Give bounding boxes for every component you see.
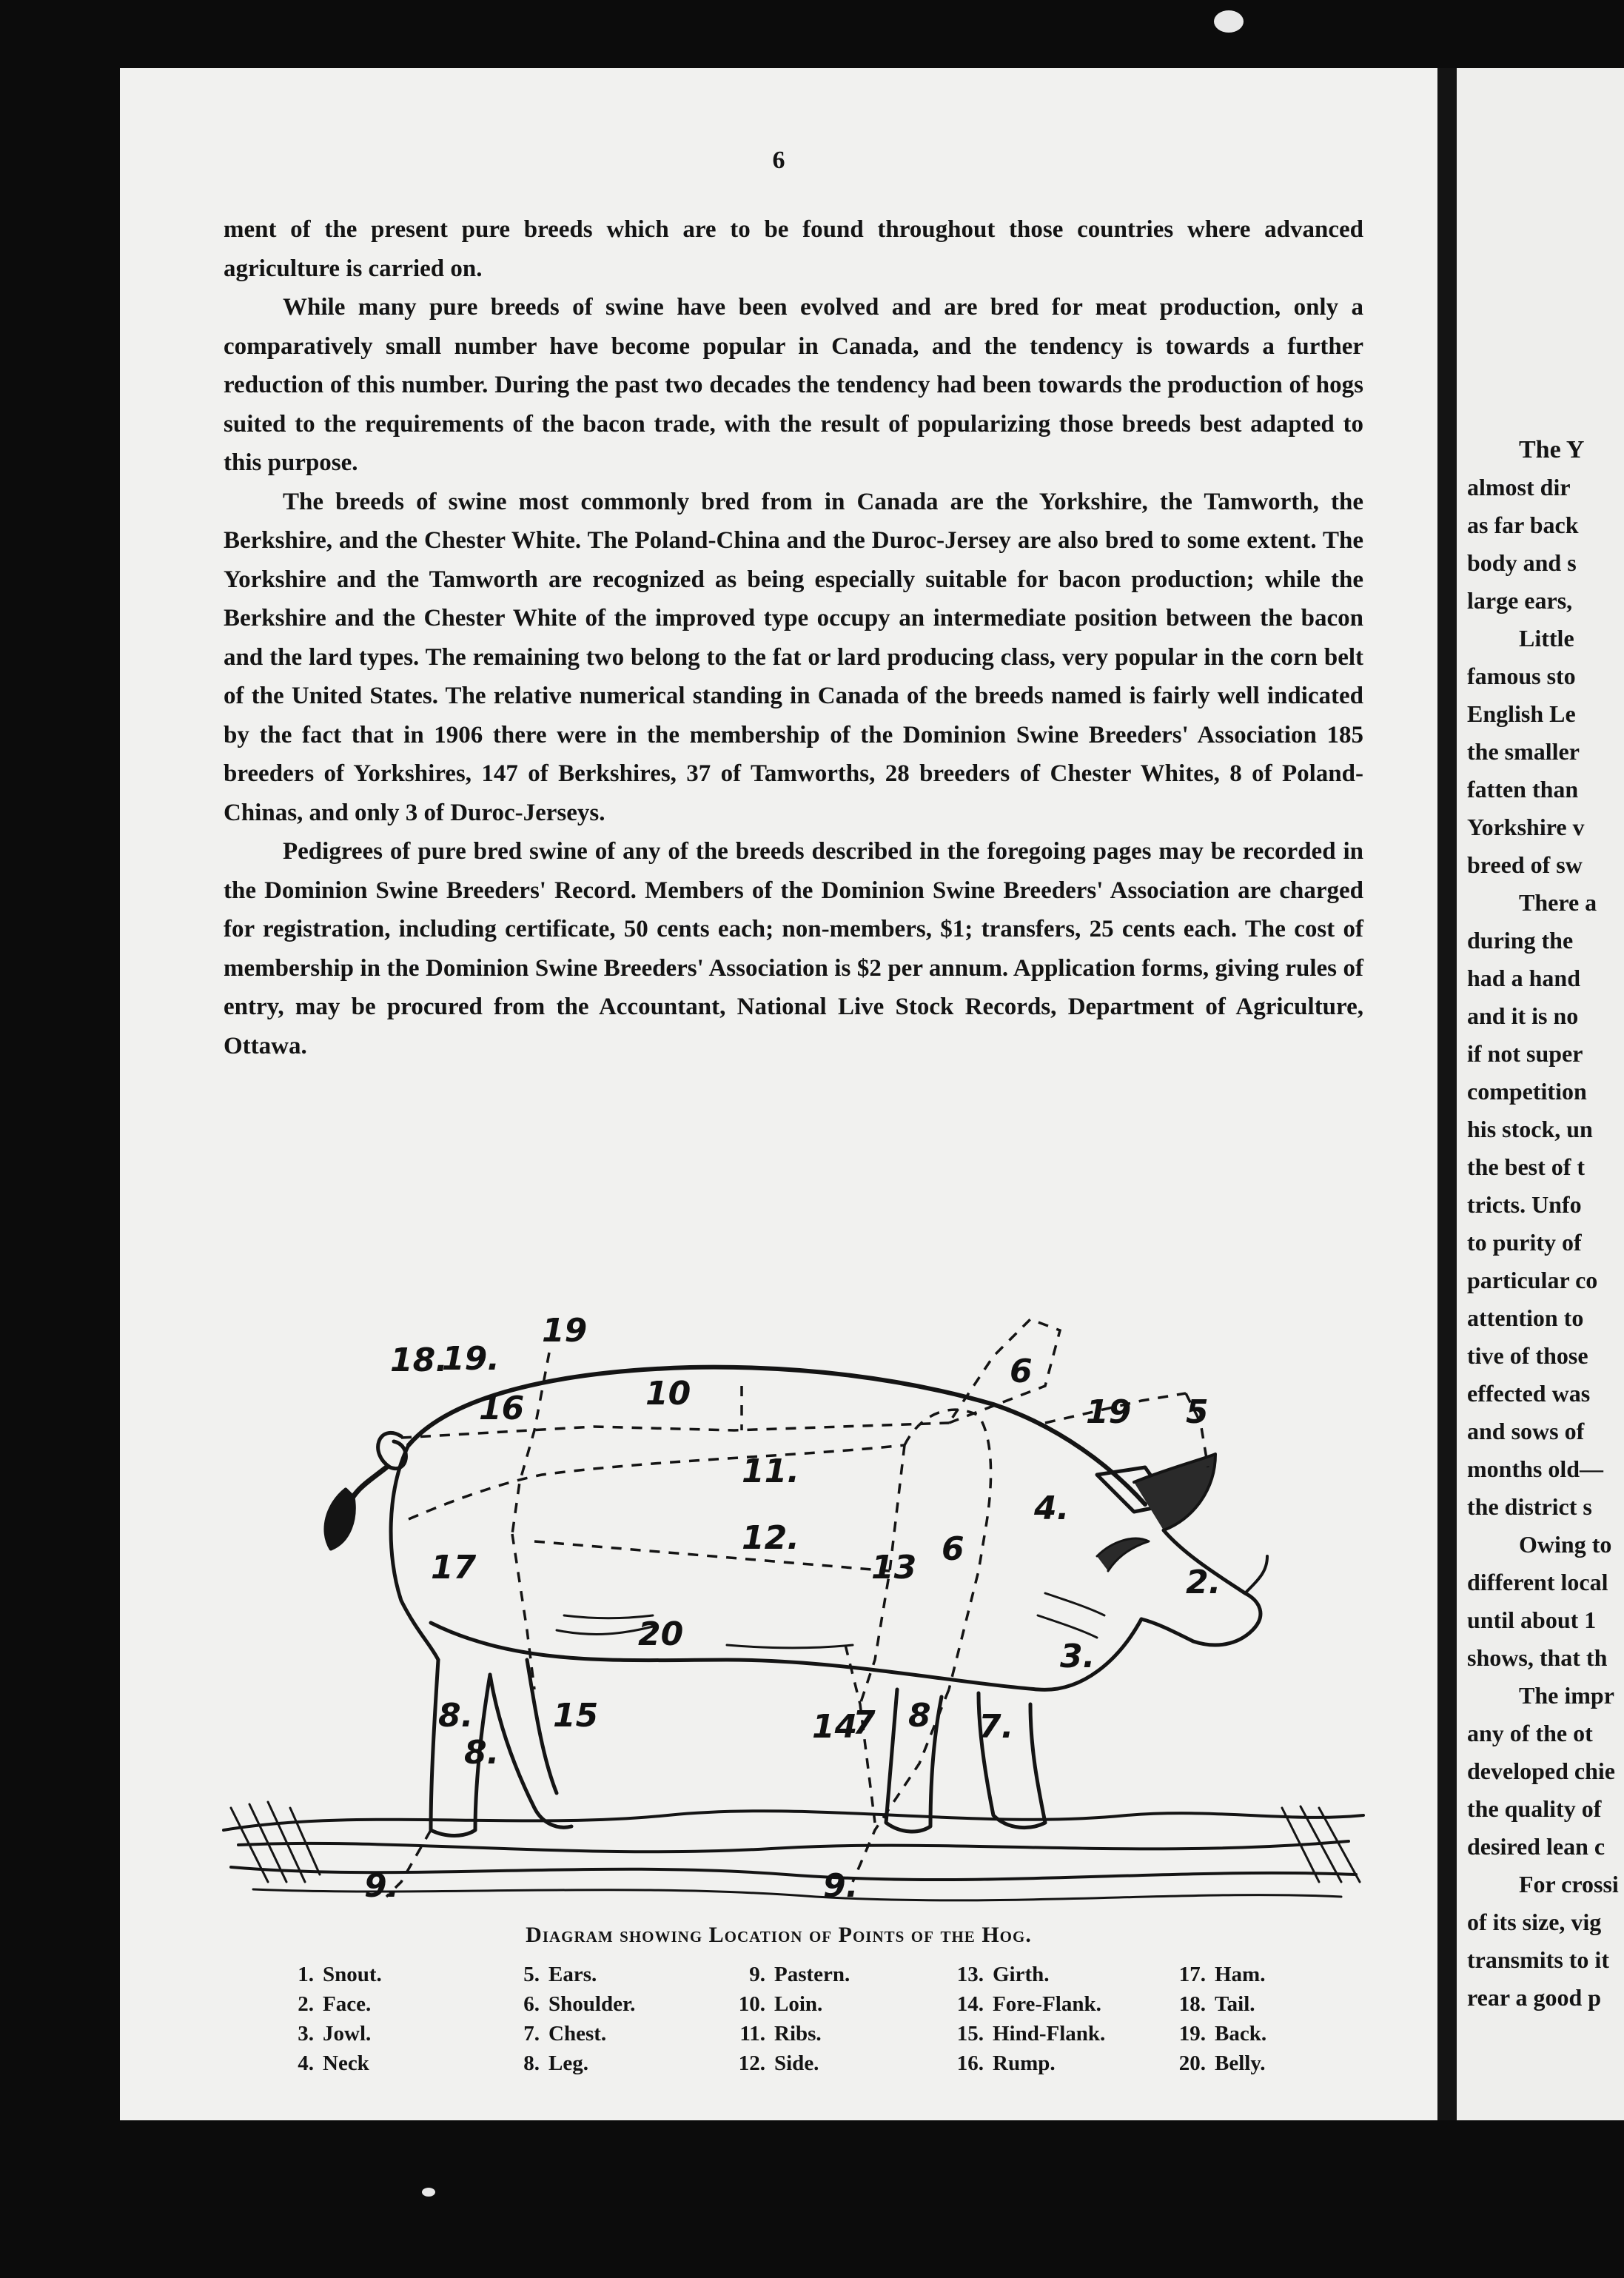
adjacent-line: breed of sw — [1467, 851, 1583, 878]
adjacent-line: desired lean c — [1467, 1833, 1605, 1860]
legend-column — [501, 1960, 708, 2078]
label-14: 14 — [812, 1708, 858, 1746]
legend-item: 3. Jowl. — [298, 2022, 372, 2046]
label-20: 20 — [638, 1615, 684, 1653]
paragraph: The breeds of swine most commonly bred from in Canada are the Yorkshire, the Tamworth, the Berkshire, and the Chester White. The Poland-China and the Duroc-Jersey are also bred to some extent. The Yorkshire and the Tamworth are recognized as being especially suitable for bacon production; while the Berkshire and the Chester White of the improved type occupy an intermediate position between the bacon and the lard types. The remaining two belong to the fat or lard producing class, very popular in the corn belt of the United States. The relative numerical standing in Canada of the breeds named is fairly well indicated by the fact that in 1906 there were in the membership of the Dominion Swine Breeders' Association 185 breeders of Yorkshires, 147 of Berkshires, 37 of Tamworths, 28 breeders of Chester Whites, 8 of Poland-Chinas, and only 3 of Duroc-Jerseys. — [224, 488, 1363, 826]
adjacent-line: English Le — [1467, 700, 1576, 727]
adjacent-line: and sows of — [1467, 1418, 1585, 1444]
legend-column — [275, 1960, 483, 2078]
legend-column — [727, 1960, 934, 2078]
legend-item: 8. Leg. — [523, 2051, 588, 2075]
book-spine — [1437, 68, 1457, 2120]
label-9a: 9. — [364, 1867, 400, 1905]
adjacent-line: famous sto — [1467, 663, 1576, 689]
legend-item: 2. Face. — [298, 1992, 372, 2016]
label-13: 13 — [871, 1549, 917, 1587]
adjacent-page — [1457, 68, 1624, 2120]
adjacent-line: body and s — [1467, 549, 1577, 576]
adjacent-line: transmits to it — [1467, 1946, 1609, 1973]
legend-item: 4. Neck — [298, 2051, 369, 2075]
adjacent-line: rear a good p — [1467, 1984, 1602, 2011]
legend-item: 12. Side. — [738, 2051, 819, 2075]
legend-item: 18. Tail. — [1178, 1992, 1255, 2016]
label-4: 4. — [1034, 1490, 1070, 1527]
paragraph: ment of the present pure breeds which are to be found throughout those countries where advanced agriculture is carried on. — [224, 216, 1363, 282]
adjacent-line: particular co — [1467, 1267, 1598, 1293]
paragraph: Pedigrees of pure bred swine of any of the breeds described in the foregoing pages may be recorded in the Dominion Swine Breeders' Record. Members of the Dominion Swine Breeders' Association are charged for registration, including certificate, 50 cents each; non-members, $1; transfers, 25 cents each. The cost of membership in the Dominion Swine Breeders' Association is $2 per annum. Application forms, giving rules of entry, may be procured from the Accountant, National Live Stock Records, Department of Agriculture, Ottawa. — [224, 838, 1363, 1059]
adjacent-line: any of the ot — [1467, 1720, 1593, 1746]
adjacent-line: fatten than — [1467, 776, 1579, 803]
legend-item: 13. Girth. — [956, 1963, 1050, 1986]
label-19b: 19 — [542, 1312, 588, 1350]
adjacent-line: Yorkshire v — [1467, 814, 1585, 840]
adjacent-line: and it is no — [1467, 1002, 1579, 1029]
adjacent-line: as far back — [1467, 512, 1579, 538]
adjacent-line: until about 1 — [1467, 1607, 1597, 1633]
label-19a: 19. — [442, 1340, 500, 1378]
legend-item: 7. Chest. — [523, 2022, 607, 2046]
label-10: 10 — [645, 1375, 691, 1413]
adjacent-line: the smaller — [1467, 738, 1580, 765]
legend-item: 20. Belly. — [1178, 2051, 1266, 2075]
hog-diagram — [209, 1245, 1378, 1919]
label-2: 2. — [1186, 1564, 1221, 1601]
label-3: 3. — [1060, 1638, 1095, 1675]
adjacent-line: shows, that th — [1467, 1644, 1608, 1671]
adjacent-line: had a hand — [1467, 965, 1580, 991]
label-8b: 8. — [464, 1734, 500, 1772]
legend-item: 19. Back. — [1178, 2022, 1267, 2046]
adjacent-line: the district s — [1467, 1493, 1592, 1520]
legend-item: 1. Snout. — [298, 1963, 382, 1986]
legend-item: 17. Ham. — [1178, 1963, 1266, 1986]
label-15: 15 — [553, 1697, 599, 1735]
body-text — [224, 210, 1363, 1065]
label-8a: 8. — [438, 1697, 474, 1735]
page-number: 6 — [772, 147, 785, 174]
adjacent-line: of its size, vig — [1467, 1909, 1602, 1935]
adjacent-line: the quality of — [1467, 1795, 1602, 1822]
adjacent-line: The Y — [1519, 436, 1585, 463]
legend-item: 9. Pastern. — [749, 1963, 850, 1986]
label-12: 12. — [742, 1519, 799, 1557]
adjacent-line: during the — [1467, 927, 1574, 954]
adjacent-line: to purity of — [1467, 1229, 1582, 1256]
paragraph: While many pure breeds of swine have been evolved and are bred for meat production, only a comparatively small number have become popular in Canada, and the tendency is towards a further reduction of this number. During the past two decades the tendency had been towards the production of hogs suited to the requirements of the bacon trade, with the result of popularizing those breeds best adapted to this purpose. — [224, 294, 1363, 476]
figure-legend — [275, 1960, 1312, 2093]
adjacent-line: tive of those — [1467, 1342, 1588, 1369]
label-11: 11. — [742, 1453, 799, 1490]
book-page — [120, 68, 1437, 2120]
adjacent-line: For crossi — [1519, 1871, 1619, 1897]
adjacent-line: large ears, — [1467, 587, 1573, 614]
label-8c: 8 — [908, 1697, 931, 1735]
adjacent-line: Little — [1519, 625, 1574, 651]
adjacent-line: tricts. Unfo — [1467, 1191, 1582, 1218]
label-6a: 6 — [1010, 1353, 1033, 1390]
figure-caption: Diagram showing Location of Points of the Hog. — [526, 1923, 1032, 1947]
adjacent-line: if not super — [1467, 1040, 1583, 1067]
label-18: 18. — [390, 1341, 448, 1379]
adjacent-line: effected was — [1467, 1380, 1591, 1407]
label-19c: 19 — [1086, 1393, 1132, 1431]
legend-item: 5. Ears. — [523, 1963, 597, 1986]
label-5: 5 — [1186, 1393, 1209, 1431]
adjacent-line: attention to — [1467, 1304, 1584, 1331]
film-speck — [1214, 10, 1244, 33]
legend-column — [945, 1960, 1152, 2078]
legend-item: 6. Shoulder. — [523, 1992, 636, 2016]
adjacent-line: different local — [1467, 1569, 1608, 1595]
adjacent-line: months old— — [1467, 1455, 1604, 1482]
adjacent-page-text — [1467, 431, 1624, 2017]
adjacent-line: the best of t — [1467, 1153, 1586, 1180]
label-17: 17 — [431, 1549, 477, 1587]
adjacent-line: almost dir — [1467, 474, 1571, 500]
label-7a: 7 — [853, 1704, 876, 1742]
adjacent-line: The impr — [1519, 1682, 1614, 1709]
label-16: 16 — [479, 1390, 525, 1427]
film-speck — [422, 2188, 435, 2197]
legend-item: 14. Fore-Flank. — [956, 1992, 1101, 2016]
legend-item: 11. Ribs. — [739, 2022, 822, 2046]
label-7b: 7. — [979, 1708, 1014, 1746]
legend-item: 16. Rump. — [956, 2051, 1056, 2075]
adjacent-line: Owing to — [1519, 1531, 1612, 1558]
adjacent-line: There a — [1519, 889, 1597, 916]
label-9b: 9. — [823, 1867, 859, 1905]
adjacent-line: developed chie — [1467, 1758, 1615, 1784]
legend-item: 10. Loin. — [738, 1992, 823, 2016]
label-6b: 6 — [942, 1530, 964, 1568]
adjacent-line: his stock, un — [1467, 1116, 1593, 1142]
adjacent-line: competition — [1467, 1078, 1587, 1105]
legend-item: 15. Hind-Flank. — [956, 2022, 1106, 2046]
legend-column — [1167, 1960, 1375, 2078]
